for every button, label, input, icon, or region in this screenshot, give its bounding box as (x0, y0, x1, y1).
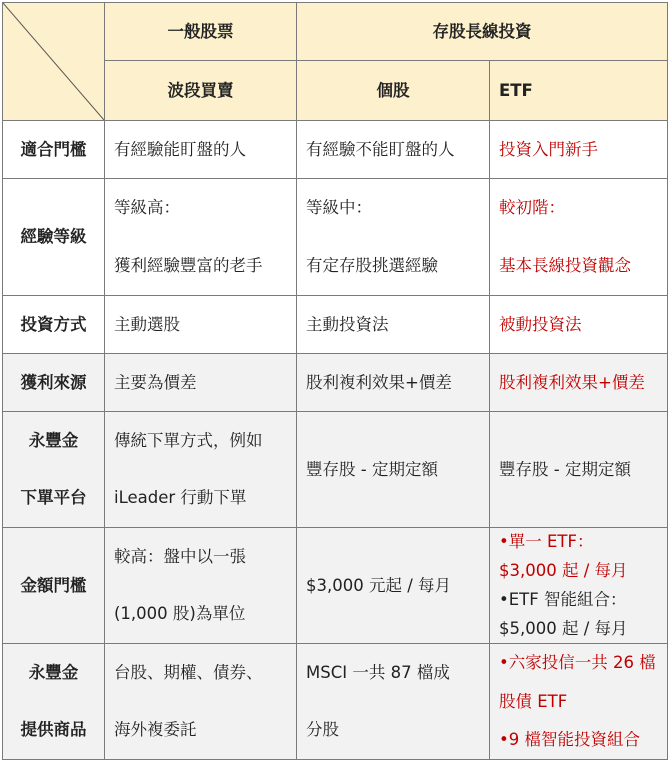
cell-individual: 股利複利效果+價差 (297, 354, 490, 412)
table-row (3, 179, 668, 296)
cell-stock: 台股、期權、債券、 海外複委託 (105, 644, 297, 760)
cell-stock: 有經驗能盯盤的人 (105, 121, 297, 179)
cell-individual: 豐存股 - 定期定額 (297, 412, 490, 528)
cell-stock: 傳統下單方式，例如 iLeader 行動下單 (105, 412, 297, 528)
row-label: 金額門檻 (3, 528, 105, 644)
cell-stock: 主動選股 (105, 296, 297, 354)
cell-individual: $3,000 元起 / 每月 (297, 528, 490, 644)
corner-cell (3, 3, 105, 121)
cell-etf: 被動投資法 (490, 296, 668, 354)
row-label: 經驗等級 (3, 179, 105, 296)
header-individual-stock: 個股 (297, 61, 490, 121)
header-swing-trading: 波段買賣 (105, 61, 297, 121)
cell-stock: 主要為價差 (105, 354, 297, 412)
cell-etf: 較初階： 基本長線投資觀念 (490, 179, 668, 296)
header-stock-trading: 一般股票 (105, 3, 297, 61)
table-row (3, 296, 668, 354)
row-label: 永豐金 下單平台 (3, 412, 105, 528)
cell-individual: MSCI 一共 87 檔成 分股 (297, 644, 490, 760)
row-label: 適合門檻 (3, 121, 105, 179)
table-row (3, 121, 668, 179)
table-row (3, 644, 668, 760)
table-row (3, 354, 668, 412)
row-label: 投資方式 (3, 296, 105, 354)
diagonal-divider (3, 3, 104, 120)
table-row (3, 412, 668, 528)
row-label: 獲利來源 (3, 354, 105, 412)
cell-individual: 有經驗不能盯盤的人 (297, 121, 490, 179)
header-long-term-investing: 存股長線投資 (297, 3, 668, 61)
cell-etf: 投資入門新手 (490, 121, 668, 179)
cell-etf: 股利複利效果+價差 (490, 354, 668, 412)
cell-etf: 豐存股 - 定期定額 (490, 412, 668, 528)
cell-stock: 等級高： 獲利經驗豐富的老手 (105, 179, 297, 296)
row-label: 永豐金 提供商品 (3, 644, 105, 760)
cell-etf: •六家投信一共 26 檔 股債 ETF •9 檔智能投資組合 (490, 644, 668, 760)
cell-etf: •單一 ETF： $3,000 起 / 每月 •ETF 智能組合： $5,000 起 / 每月 (490, 528, 668, 644)
header-etf: ETF (490, 61, 668, 121)
comparison-table (2, 2, 668, 760)
cell-individual: 主動投資法 (297, 296, 490, 354)
cell-stock: 較高：盤中以一張 (1,000 股)為單位 (105, 528, 297, 644)
cell-individual: 等級中： 有定存股挑選經驗 (297, 179, 490, 296)
table-row (3, 528, 668, 644)
